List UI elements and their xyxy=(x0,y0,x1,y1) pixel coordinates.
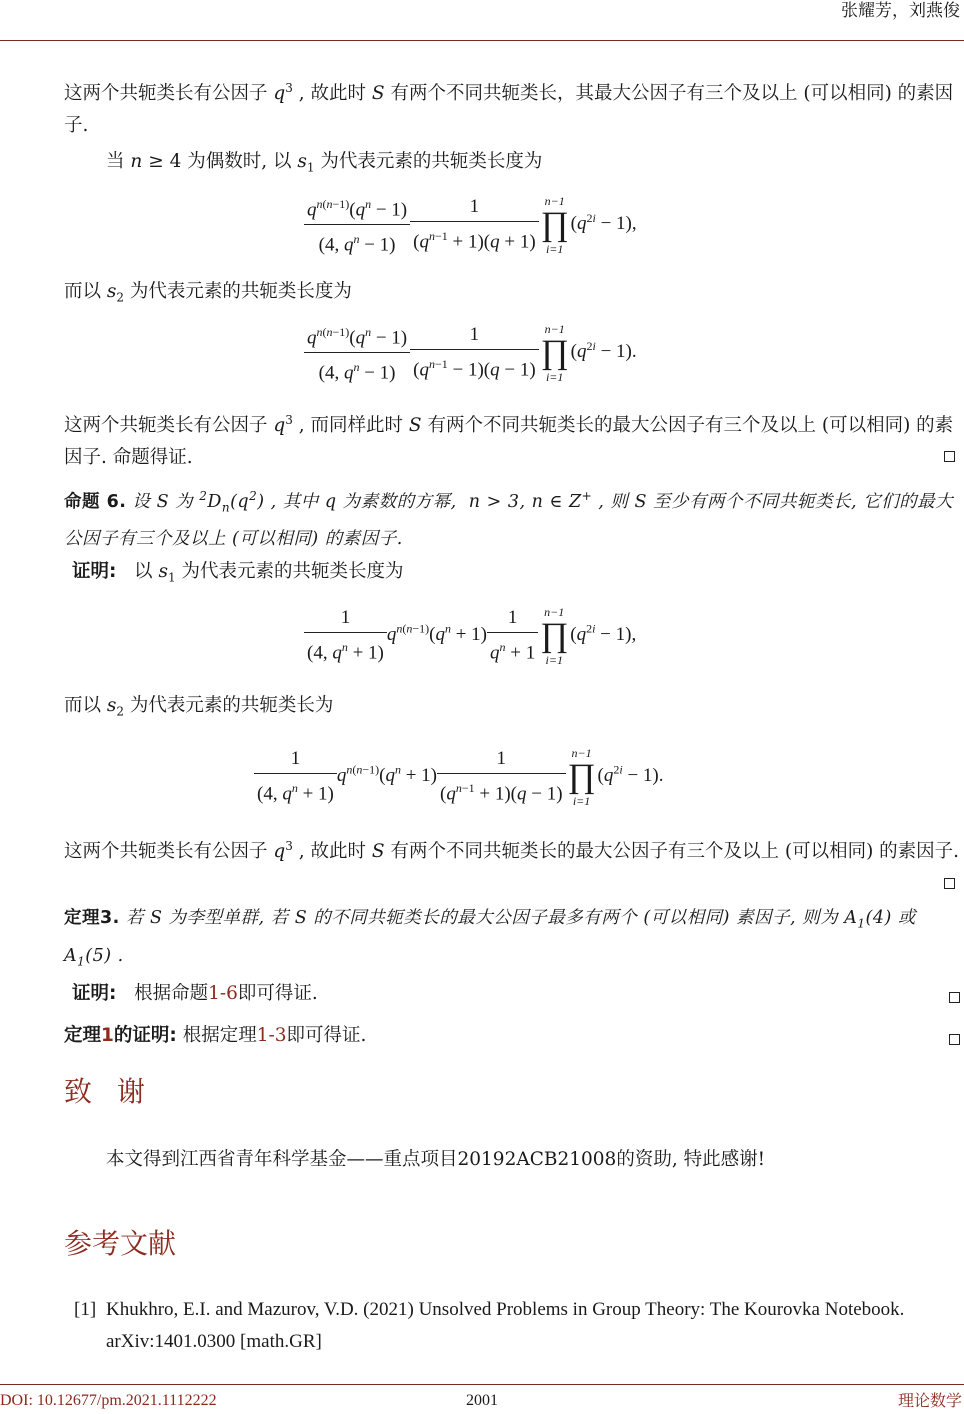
running-header-authors: 张耀芳，刘燕俊 xyxy=(841,1,960,21)
ref-link-propositions[interactable]: 1-6 xyxy=(208,983,238,1004)
proof-6: 证明: 以 $s_1$ 为代表元素的共轭类长度为 xyxy=(72,561,404,585)
equation-2: $\frac{q^{n(n-1)}(q^n - 1)}{(4, q^n - 1)}$ $\frac{1}{(q^{n-1} - 1)(q - 1)}$ n−1 ∏ i=1 $(q^{2i} - 1)$. xyxy=(304,318,637,388)
reference-label: [1] xyxy=(74,1299,97,1320)
footer-rule xyxy=(0,1384,964,1385)
equation-1: $\frac{q^{n(n-1)}(q^n - 1)}{(4, q^n - 1)}$ $\frac{1}{(q^{n-1} + 1)(q + 1)}$ n−1 ∏ i=1 $(q^{2i} - 1)$, xyxy=(304,190,637,260)
header-rule xyxy=(0,40,964,41)
paragraph: 这两个共轭类长有公因子 $q^3$ , 而同样此时 S 有两个不同共轭类长的最大公因子有三个及以上 (可以相同) 的素因子. 命题得证. xyxy=(64,413,954,469)
footer-journal: 理论数学 xyxy=(897,1391,962,1410)
equation-4: $\frac{1}{(4, q^n + 1)}$ $q^{n(n-1)}(q^n + 1)$ $\frac{1}{(q^{n-1} + 1)(q - 1)}$ n−1 ∏ i=1 $(q^{2i} - 1)$. xyxy=(254,745,664,808)
footer-doi[interactable]: DOI: 10.12677/pm.2021.1112222 xyxy=(0,1392,217,1409)
references-heading: 参考文献 xyxy=(64,1227,177,1260)
proposition-6: 命题 6. 设 S 为 $^2D_n(q^2)$ , 其中 q 为素数的方幂, n > 3, n ∈ Z+ , 则 S 至少有两个不同共轭类长, 它们的最大公因子有三个及以上 (可以相同) 的素因子. xyxy=(64,489,954,550)
paragraph: 这两个共轭类长有公因子 $q^3$ , 故此时 S 有两个不同共轭类长，其最大公因子有三个及以上 (可以相同) 的素因子. xyxy=(64,81,954,137)
qed-symbol xyxy=(944,447,955,466)
acknowledgement-text: 本文得到江西省青年科学基金——重点项目20192ACB21008的资助, 特此感谢! xyxy=(106,1149,766,1170)
proof-theorem-1: 定理1的证明: 根据定理1-3即可得证. xyxy=(64,1025,367,1046)
paragraph: 当 n ≥ 4 为偶数时, 以 $s_1$ 为代表元素的共轭类长度为 xyxy=(106,151,543,175)
acknowledgement-heading: 致 谢 xyxy=(64,1075,153,1108)
ref-link-theorem-1[interactable]: 1 xyxy=(101,1025,114,1046)
reference-item: Khukhro, E.I. and Mazurov, V.D. (2021) Unsolved Problems in Group Theory: The Kourovka Notebook. arXiv:1401.0300 [math.GR] xyxy=(106,1299,905,1352)
paragraph: 而以 $s_2$ 为代表元素的共轭类长为 xyxy=(64,695,334,719)
proof-theorem-3: 证明: 根据命题1-6即可得证. xyxy=(72,983,318,1004)
qed-symbol xyxy=(944,874,955,893)
equation-3: $\frac{1}{(4, q^n + 1)}$ $q^{n(n-1)}(q^n + 1)$ $\frac{1}{q^n + 1}$ n−1 ∏ i=1 $(q^{2i} - 1)$, xyxy=(304,604,636,667)
theorem-3: 定理3. 若 S 为李型单群, 若 S 的不同共轭类长的最大公因子最多有两个 (可以相同) 素因子, 则为 $A_1(4)$ 或 $A_1(5)$ . xyxy=(64,908,916,968)
qed-symbol xyxy=(949,988,960,1007)
footer-page-number: 2001 xyxy=(466,1392,498,1409)
paragraph: 而以 $s_2$ 为代表元素的共轭类长度为 xyxy=(64,281,352,305)
paragraph: 这两个共轭类长有公因子 $q^3$ , 故此时 S 有两个不同共轭类长的最大公因子有三个及以上 (可以相同) 的素因子. xyxy=(64,839,960,863)
ref-link-theorems[interactable]: 1-3 xyxy=(256,1025,287,1046)
qed-symbol xyxy=(949,1030,960,1049)
